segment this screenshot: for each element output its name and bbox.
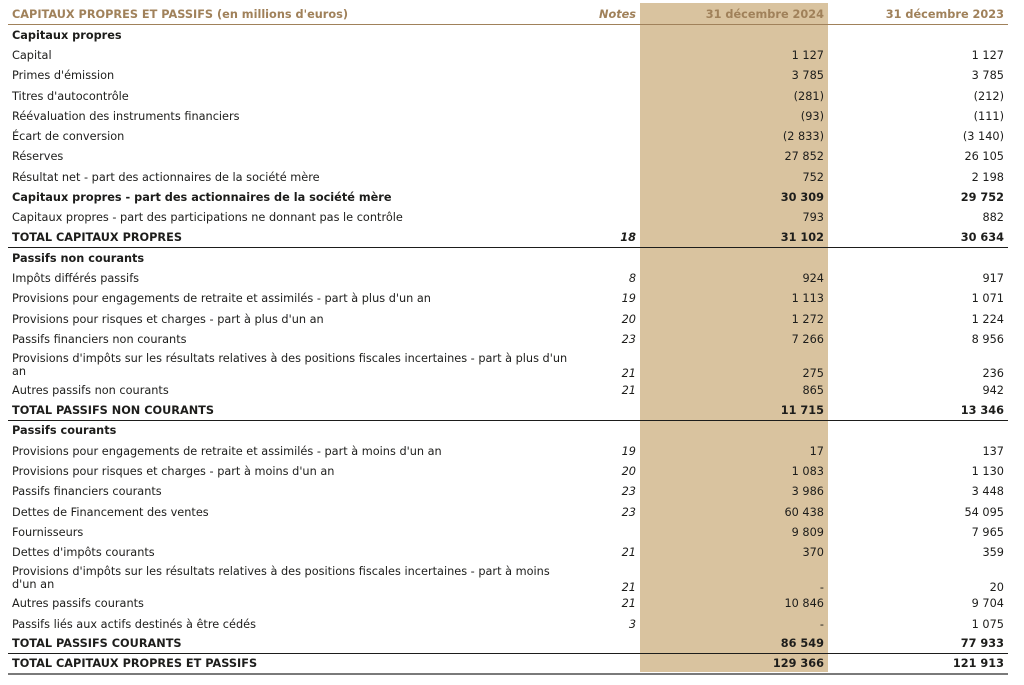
row-note: 3 (628, 617, 636, 631)
section-row (8, 247, 1008, 268)
total-row (8, 228, 1008, 248)
row-value-2023: 2 198 (971, 170, 1004, 184)
table-row (8, 208, 1008, 228)
row-value-2024: 1 083 (791, 464, 824, 478)
row-note (574, 208, 640, 228)
row-value-2023: 121 913 (828, 654, 1008, 675)
table-row (8, 482, 1008, 502)
row-value-2023 (828, 420, 1008, 441)
table-row (8, 461, 1008, 481)
row-value-2023 (828, 247, 1008, 268)
row-value-2024: 3 785 (791, 69, 824, 83)
table-row (8, 126, 1008, 146)
table-row (8, 329, 1008, 349)
row-label: Résultat net - part des actionnaires de la société mère (12, 170, 320, 184)
row-value-2024: 924 (802, 271, 824, 285)
section-row (8, 420, 1008, 441)
subtotal-row (8, 187, 1008, 207)
row-note: 21 (621, 546, 636, 560)
row-value-2023: 30 634 (828, 228, 1008, 248)
row-value-2024: (281) (793, 89, 824, 103)
row-note: 19 (621, 444, 636, 458)
row-note: 23 (621, 485, 636, 499)
row-value-2024: 1 127 (791, 48, 824, 62)
row-value-2024: 1 113 (791, 292, 824, 306)
year-2023-column-header: 31 décembre 2023 (828, 4, 1008, 25)
row-label: TOTAL PASSIFS NON COURANTS (8, 401, 574, 421)
row-value-2024 (640, 247, 828, 268)
row-label: Capitaux propres - part des actionnaires de la société mère (12, 191, 392, 205)
row-label: TOTAL PASSIFS COURANTS (8, 634, 574, 654)
row-label: Provisions pour risques et charges - part à moins d'un an (12, 464, 335, 478)
row-label: Passifs non courants (12, 251, 145, 265)
row-label: Autres passifs non courants (12, 384, 169, 398)
table-row (8, 45, 1008, 65)
row-value-2024: 370 (802, 546, 824, 560)
table-row (8, 309, 1008, 329)
row-value-2023: 1 071 (971, 292, 1004, 306)
section-row (8, 25, 1008, 46)
row-value-2023: 942 (982, 384, 1004, 398)
table-row (8, 147, 1008, 167)
row-value-2024: 275 (802, 367, 824, 381)
row-note (574, 634, 640, 654)
row-note (574, 654, 640, 675)
row-label: Passifs financiers non courants (12, 332, 187, 346)
year-2024-column-header: 31 décembre 2024 (640, 4, 828, 25)
row-value-2023: 9 704 (971, 597, 1004, 611)
row-value-2024: 129 366 (640, 654, 828, 675)
table-row (8, 86, 1008, 106)
row-value-2023: 1 127 (971, 48, 1004, 62)
row-value-2023: (111) (973, 109, 1004, 123)
row-label: Fournisseurs (12, 525, 84, 539)
row-label: Écart de conversion (12, 130, 125, 144)
table-row (8, 106, 1008, 126)
row-value-2023 (828, 25, 1008, 46)
row-value-2024: 3 986 (791, 485, 824, 499)
total-row (8, 634, 1008, 654)
row-note (574, 45, 640, 65)
row-value-2023: 236 (982, 367, 1004, 381)
table-row (8, 522, 1008, 542)
row-value-2024 (640, 25, 828, 46)
row-label: Passifs financiers courants (12, 485, 162, 499)
row-note: 20 (621, 312, 636, 326)
row-value-2024: 30 309 (780, 191, 824, 205)
row-label: Réserves (12, 150, 64, 164)
row-value-2024 (640, 420, 828, 441)
row-value-2024: (2 833) (782, 130, 824, 144)
row-label: Provisions pour risques et charges - part à plus d'un an (12, 312, 324, 326)
row-value-2023: 1 075 (971, 617, 1004, 631)
row-note (574, 66, 640, 86)
row-label: Dettes de Financement des ventes (12, 505, 209, 519)
row-value-2024: 752 (802, 170, 824, 184)
row-value-2023: (212) (973, 89, 1004, 103)
notes-column-header: Notes (574, 4, 640, 25)
row-value-2023: 3 448 (971, 485, 1004, 499)
row-label: TOTAL CAPITAUX PROPRES (8, 228, 574, 248)
row-note: 21 (621, 580, 636, 594)
row-note (574, 167, 640, 187)
row-label: Capitaux propres (12, 28, 122, 42)
row-value-2023: 13 346 (828, 401, 1008, 421)
table-header-row (8, 4, 1008, 25)
row-value-2024: 10 846 (784, 597, 824, 611)
row-value-2023: 7 965 (971, 525, 1004, 539)
row-label: Impôts différés passifs (12, 271, 140, 285)
row-value-2023: 26 105 (964, 150, 1004, 164)
row-label: Capitaux propres - part des participations ne donnant pas le contrôle (12, 211, 403, 225)
row-label: Provisions pour engagements de retraite et assimilés - part à moins d'un an (12, 444, 442, 458)
row-label: Provisions pour engagements de retraite et assimilés - part à plus d'un an (12, 292, 431, 306)
row-value-2023: 20 (989, 580, 1004, 594)
row-label: Dettes d'impôts courants (12, 546, 155, 560)
row-value-2024: 60 438 (784, 505, 824, 519)
table-row (8, 268, 1008, 288)
row-value-2024: 11 715 (640, 401, 828, 421)
row-value-2024: 31 102 (640, 228, 828, 248)
row-label: Autres passifs courants (12, 597, 144, 611)
row-value-2023: 29 752 (960, 191, 1004, 205)
row-value-2024: (93) (800, 109, 824, 123)
table-row (8, 66, 1008, 86)
row-note (574, 187, 640, 207)
row-label: Passifs courants (12, 424, 117, 438)
row-value-2024: - (819, 580, 824, 594)
row-value-2023: 54 095 (964, 505, 1004, 519)
row-label: Primes d'émission (12, 69, 115, 83)
row-note (574, 106, 640, 126)
table-row (8, 543, 1008, 563)
row-note (574, 401, 640, 421)
table-row (8, 594, 1008, 614)
row-note: 20 (621, 464, 636, 478)
row-note (574, 247, 640, 268)
row-label: Provisions d'impôts sur les résultats relatives à des positions fiscales incertaines - part à plus d'un an (12, 351, 568, 378)
row-value-2024: 865 (802, 384, 824, 398)
total-row (8, 401, 1008, 421)
table-row (8, 380, 1008, 400)
table-row (8, 167, 1008, 187)
row-value-2023: 8 956 (971, 332, 1004, 346)
table-row (8, 563, 1008, 594)
table-row (8, 502, 1008, 522)
row-value-2024: 17 (809, 444, 824, 458)
row-note (574, 147, 640, 167)
row-label: Réévaluation des instruments financiers (12, 109, 240, 123)
row-note: 18 (574, 228, 640, 248)
row-note (574, 126, 640, 146)
row-value-2024: 793 (802, 211, 824, 225)
row-value-2023: 359 (982, 546, 1004, 560)
row-note: 23 (621, 332, 636, 346)
row-value-2023: 1 130 (971, 464, 1004, 478)
row-label: Passifs liés aux actifs destinés à être cédés (12, 617, 256, 631)
row-value-2023: 882 (982, 211, 1004, 225)
row-note: 8 (628, 271, 636, 285)
row-value-2024: 7 266 (791, 332, 824, 346)
row-value-2024: - (819, 617, 824, 631)
row-note: 19 (621, 292, 636, 306)
row-value-2024: 86 549 (640, 634, 828, 654)
table-row (8, 349, 1008, 380)
table-row (8, 614, 1008, 634)
row-value-2024: 1 272 (791, 312, 824, 326)
row-note: 21 (621, 367, 636, 381)
row-value-2023: 137 (982, 444, 1004, 458)
row-value-2023: (3 140) (962, 130, 1004, 144)
row-note (574, 25, 640, 46)
row-value-2023: 77 933 (828, 634, 1008, 654)
table-title: CAPITAUX PROPRES ET PASSIFS (en millions d'euros) (8, 4, 574, 25)
table-row (8, 289, 1008, 309)
row-note: 23 (621, 505, 636, 519)
balance-sheet-table (8, 4, 1008, 675)
row-label: TOTAL CAPITAUX PROPRES ET PASSIFS (8, 654, 574, 675)
row-value-2023: 3 785 (971, 69, 1004, 83)
row-value-2024: 9 809 (791, 525, 824, 539)
row-value-2023: 1 224 (971, 312, 1004, 326)
grand-total-row (8, 654, 1008, 675)
table-row (8, 441, 1008, 461)
row-note: 21 (621, 384, 636, 398)
row-label: Capital (12, 48, 52, 62)
row-value-2023: 917 (982, 271, 1004, 285)
row-note (574, 420, 640, 441)
row-value-2024: 27 852 (784, 150, 824, 164)
row-label: Provisions d'impôts sur les résultats relatives à des positions fiscales incertaines - part à moins d'un an (12, 565, 550, 592)
row-note (574, 86, 640, 106)
row-note: 21 (621, 597, 636, 611)
row-label: Titres d'autocontrôle (12, 89, 129, 103)
row-note (574, 522, 640, 542)
